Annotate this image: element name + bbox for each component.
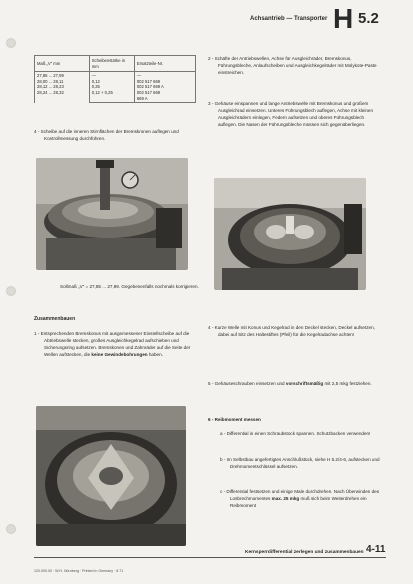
target-dimension-note: Sollmaß „V“ = 27,85 ... 27,99. Gegebenenfalls nochmals korrigieren. (60, 284, 199, 289)
step-6a-text: a - Differential in einen Schraubstock spannen. Schutzbacken verwenden! (220, 431, 371, 436)
step-4-text: 4 - Scheibe auf die inneren Stirnflächen der Bremskronen auflegen und Kontrollmessung durchführen. (34, 129, 179, 142)
table-cell: 002 517 669 A (136, 84, 164, 90)
step-6c-text: c - Differential festsetzen und einige Male durchdrehen. Nach Überwinden des Losbrechmomentes max. 25 mkg muß sich beim Weiterdrehen ein Reibmoment (220, 489, 380, 509)
photo-dial-gauge-measurement (36, 158, 188, 270)
step-6b-text: b - Im Selbstbau angefertigtes Anschlußstück, siehe H 5.2/4-6, aufstecken und Drehmomentschlüssel aufsetzen. (220, 457, 380, 470)
step-3-text: 3 - Gehäuse einspannen und lange Antriebswelle mit Bremskonus und großem Ausgleichrad einsetzen. Unteres Führungsblech auflegen, Achse mit kleinen Ausgleichrädern einlegen, Federn aufsetzen und oberes Führungsblech auflegen. Die Nasen der Führungsbleche müssen sich gegenüberliegen. (208, 101, 374, 128)
table-row (35, 72, 196, 103)
col-header: Maß „V“ mm (35, 56, 90, 72)
table-cell: 002 517 669 669 A (136, 90, 161, 101)
table-cell: 0,12 + 0,25 (91, 90, 113, 96)
table-cell: 28,24 ... 28,32 (37, 90, 64, 96)
step-1-text: 1 - Entsprechenden Bremskonus mit ausgemessener Einstellscheibe auf die Abtriebswelle stecken, großes Ausgleichkegelrad aufschieben und Sicherungsring aufsetzen. Bremskonen und Zahnräder auf die Seite der Wellen aufstecken, die keine Gewindebohrungen haben. (34, 331, 191, 358)
table-cell: 002 517 669 (136, 78, 161, 84)
photo-differential-assembly (214, 178, 366, 290)
section-letter: H (333, 3, 353, 34)
photo-bevel-gears (36, 406, 186, 546)
table-cell: 28,00 ... 28,11 (37, 78, 64, 84)
footer-section-title: Kernsperrdifferential zerlegen und zusammenbauen (245, 550, 364, 555)
punch-hole-bottom (6, 524, 16, 534)
table-cell: — (91, 73, 96, 78)
table-cell: 0,25 (91, 84, 100, 90)
section-number: 5.2 (358, 10, 379, 27)
footer-page-number: 4-11 (366, 544, 386, 555)
step-6-title: 6 - Reibmoment messen (208, 417, 261, 422)
step-2-text: 2 - Schäfte der Antriebswellen, Achse für Ausgleichräder, Bremskonus, Führungsbleche, Anlaufscheiben und Ausgleichkegelräder mit Molykote-Paste einstreichen. (208, 56, 377, 76)
col-header: Scheibenstärke in mm (89, 56, 134, 72)
col-header: Ersatzteile-Nr. (134, 56, 195, 72)
step-4b-text: 4 - Kurze Welle mit Konus und Kegelrad in den Deckel stecken, Deckel aufsetzen, dabei auf Sitz des Haltestiftes (Pfeil) für die Kegelradachse achten! (208, 325, 375, 338)
table-cell: — (136, 73, 141, 78)
shim-spec-table (34, 55, 196, 103)
footer-rule (34, 557, 386, 558)
footer-print-info: 120.000.00 · W.H. Nürnberg · Printed in Germany · 8.71 (34, 569, 124, 573)
punch-hole-middle (6, 286, 16, 296)
assembly-section-title: Zusammenbauen (34, 316, 76, 322)
table-cell: 27,85 ... 27,99 (37, 73, 64, 78)
punch-hole-top (6, 38, 16, 48)
header-title: Achsantrieb — Transporter (250, 16, 328, 22)
table-cell: 0,12 (91, 78, 100, 84)
table-header-row (35, 56, 196, 72)
table-cell: 28,12 ... 28,23 (37, 84, 64, 90)
step-5-text: 5 - Gehäuseschrauben einsetzen und vorschriftsmäßig mit 2,5 mkg festziehen. (208, 381, 372, 386)
